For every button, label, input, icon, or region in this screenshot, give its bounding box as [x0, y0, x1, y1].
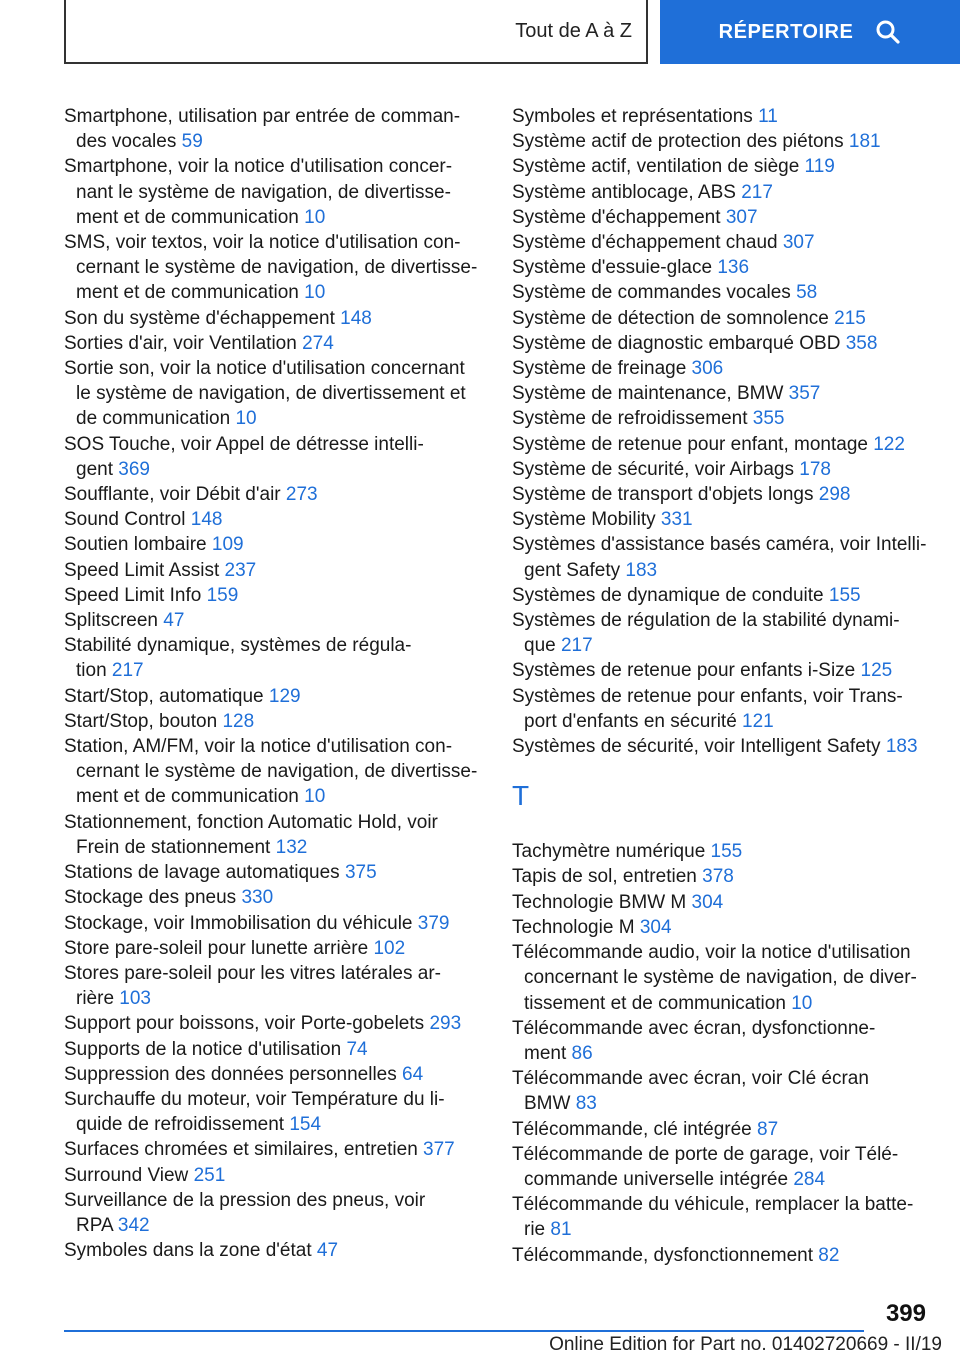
index-entry-text: Télécommande de porte de garage, voir Télé‐ [512, 1143, 899, 1165]
index-entry-text: Stores pare-soleil pour les vitres latérales ar‐ [64, 962, 441, 984]
index-entry [64, 230, 484, 306]
index-entry [64, 1238, 484, 1263]
index-entry-text: Système Mobility [512, 509, 656, 531]
index-entry-text: Support pour boissons, voir Porte-gobelets [64, 1013, 425, 1035]
index-entry-text: Start/Stop, bouton [64, 710, 218, 732]
index-page-link[interactable]: 10 [304, 282, 326, 304]
index-entry-text: Station, AM/FM, voir la notice d'utilisation con‐ [64, 736, 453, 758]
index-page-link[interactable]: 378 [702, 866, 734, 888]
index-entry-text: Systèmes d'assistance basés caméra, voir Intelli‐ [512, 534, 927, 556]
index-entry-text: Store pare-soleil pour lunette arrière [64, 937, 369, 959]
index-page-link[interactable]: 369 [118, 458, 150, 480]
index-entry-text: Télécommande, dysfonctionnement [512, 1244, 813, 1266]
index-entry-text: Sound Control [64, 509, 186, 531]
tab-repertoire[interactable] [660, 0, 960, 64]
index-page-link[interactable]: 59 [181, 131, 203, 153]
index-entry [512, 1117, 932, 1142]
index-page-link[interactable]: 330 [241, 887, 274, 909]
index-entry-text: Speed Limit Info [64, 584, 202, 606]
index-entry-text: port d'enfants en sécurité [524, 710, 737, 732]
index-entry [512, 583, 932, 608]
index-entry [512, 1142, 932, 1192]
index-page-link[interactable]: 273 [285, 484, 318, 506]
index-page-link[interactable]: 122 [873, 433, 905, 455]
index-entry [64, 1137, 484, 1162]
index-page-link[interactable]: 10 [235, 408, 257, 430]
index-entry-text: Frein de stationnement [76, 836, 271, 858]
index-entry [512, 658, 932, 683]
index-entry-text: des vocales [76, 131, 177, 153]
index-entry [512, 180, 932, 205]
index-entry-text: ment et de communication [76, 282, 299, 304]
index-entry [512, 507, 932, 532]
index-entry-text: Systèmes de retenue pour enfants i-Size [512, 660, 856, 682]
index-entry [64, 331, 484, 356]
index-entry [512, 381, 932, 406]
page-number: 399 [885, 1300, 926, 1327]
index-entry-text: Système de sécurité, voir Airbags [512, 458, 794, 480]
index-entry-text: Smartphone, voir la notice d'utilisation concer‐ [64, 156, 453, 178]
tab-repertoire-label: RÉPERTOIRE [718, 20, 854, 43]
index-page-link[interactable]: 284 [793, 1168, 826, 1190]
index-page-link[interactable]: 217 [111, 660, 144, 682]
index-entry-text: Systèmes de sécurité, voir Intelligent Safety [512, 736, 881, 758]
index-page-link[interactable]: 154 [289, 1114, 322, 1136]
index-entry-text: Suppression des données personnelles [64, 1063, 397, 1085]
index-page-link[interactable]: 274 [302, 332, 334, 354]
index-entry-text: rie [524, 1219, 546, 1241]
index-entry-text: tissement et de communication [524, 992, 786, 1014]
index-entry [512, 331, 932, 356]
index-entry-text: Systèmes de dynamique de conduite [512, 584, 824, 606]
index-page-link[interactable]: 125 [860, 660, 893, 682]
index-entry-text: Système d'échappement chaud [512, 232, 778, 254]
index-entry [512, 608, 932, 658]
index-entry-text: Système d'échappement [512, 206, 721, 228]
index-entry-text: Système de diagnostic embarqué OBD [512, 332, 841, 354]
index-entry [64, 1011, 484, 1036]
index-page-link[interactable]: 121 [742, 710, 774, 732]
index-entry [64, 507, 484, 532]
index-page-link[interactable]: 178 [799, 458, 831, 480]
index-page-link[interactable]: 81 [550, 1219, 572, 1241]
index-page-link[interactable]: 306 [691, 358, 724, 380]
footer-divider [64, 1330, 864, 1332]
footer-edition: Online Edition for Part no. 01402720669 - II/19 [543, 1334, 942, 1356]
index-entry-text: Start/Stop, automatique [64, 685, 264, 707]
index-entry-text: Systèmes de régulation de la stabilité dynami‐ [512, 610, 900, 632]
index-page-link[interactable]: 217 [741, 181, 773, 203]
index-page-link[interactable]: 304 [691, 891, 724, 913]
index-entry [64, 583, 484, 608]
index-page-link[interactable]: 148 [190, 509, 223, 531]
index-page-link[interactable]: 83 [575, 1093, 597, 1115]
index-entry-text: Sorties d'air, voir Ventilation [64, 332, 297, 354]
index-page-link[interactable]: 74 [346, 1038, 368, 1060]
index-entry [64, 482, 484, 507]
index-entry-text: Télécommande audio, voir la notice d'utilisation [512, 942, 911, 964]
index-entry-text: Stockage des pneus [64, 887, 237, 909]
index-page-link[interactable]: 215 [834, 307, 866, 329]
top-navigation [0, 0, 960, 66]
index-entry-text: cernant le système de navigation, de divertisse‐ [76, 257, 478, 279]
index-entry-text: Symboles et représentations [512, 106, 753, 127]
index-entry-text: Son du système d'échappement [64, 307, 335, 329]
index-entry [512, 129, 932, 154]
index-entry-text: Soufflante, voir Débit d'air [64, 484, 281, 506]
index-entry-text: concernant le système de navigation, de diver‐ [524, 967, 917, 989]
index-entry [64, 633, 484, 683]
index-page-link[interactable]: 11 [758, 106, 778, 127]
index-page-link[interactable]: 298 [818, 484, 851, 506]
index-entry-text: commande universelle intégrée [524, 1168, 789, 1190]
index-page-link[interactable]: 129 [268, 685, 301, 707]
index-page-link[interactable]: 10 [791, 992, 813, 1014]
index-page-link[interactable]: 155 [710, 841, 743, 863]
index-entry-text: ment et de communication [76, 206, 299, 228]
index-page-link[interactable]: 379 [417, 912, 450, 934]
index-entry [64, 684, 484, 709]
index-entry-text: Surfaces chromées et similaires, entretien [64, 1139, 418, 1161]
index-page-link[interactable]: 103 [119, 988, 151, 1010]
index-entry [64, 1163, 484, 1188]
index-entry-text: Télécommande du véhicule, remplacer la batte‐ [512, 1194, 914, 1216]
index-page-link[interactable]: 183 [625, 559, 658, 581]
index-entry-text: que [524, 635, 556, 657]
index-entry-text: Technologie BMW M [512, 891, 687, 913]
index-entry-text: Tapis de sol, entretien [512, 866, 697, 888]
index-entry-text: Speed Limit Assist [64, 559, 220, 581]
index-entry-text: Stockage, voir Immobilisation du véhicule [64, 912, 413, 934]
index-page-link[interactable]: 47 [316, 1240, 339, 1262]
index-page-link[interactable]: 355 [752, 408, 785, 430]
index-entry [64, 860, 484, 885]
index-entry-text: Système de maintenance, BMW [512, 383, 784, 405]
index-entry-text: Système de transport d'objets longs [512, 484, 814, 506]
index-entry-text: Smartphone, utilisation par entrée de comman‐ [64, 106, 461, 127]
index-page-link[interactable]: 82 [818, 1244, 840, 1266]
index-page-link[interactable]: 148 [340, 307, 372, 329]
index-section-s-continued [512, 104, 932, 759]
index-entry [512, 104, 932, 129]
index-page-link[interactable]: 304 [639, 916, 672, 938]
index-page-link[interactable]: 128 [222, 710, 255, 732]
index-page-link[interactable]: 358 [845, 332, 878, 354]
index-entry-text: tion [76, 660, 107, 682]
index-entry [64, 306, 484, 331]
index-entry [64, 558, 484, 583]
index-entry [512, 432, 932, 457]
index-column-right [512, 104, 932, 1268]
search-icon[interactable] [875, 19, 901, 45]
index-entry-text: Télécommande avec écran, dysfonctionne‐ [512, 1017, 876, 1039]
index-entry-text: Système actif, ventilation de siège [512, 156, 800, 178]
index-entry-text: Surround View [64, 1164, 189, 1186]
index-page-link[interactable]: 159 [206, 584, 239, 606]
index-entry-text: Système de freinage [512, 358, 687, 380]
index-entry [512, 864, 932, 889]
index-page-link[interactable]: 102 [373, 937, 406, 959]
tab-tout-de-a-a-z-label: Tout de A à Z [515, 19, 632, 42]
index-entry-text: BMW [524, 1093, 571, 1115]
index-entry-text: Télécommande avec écran, voir Clé écran [512, 1068, 869, 1090]
index-entry-text: Système actif de protection des piétons [512, 131, 844, 153]
index-entry-text: ment et de communication [76, 786, 299, 808]
index-entry [512, 684, 932, 734]
index-entry-text: Télécommande, clé intégrée [512, 1118, 752, 1140]
index-entry [64, 608, 484, 633]
index-page-link[interactable]: 86 [571, 1042, 593, 1064]
index-entry [512, 1243, 932, 1268]
index-entry [64, 356, 484, 432]
index-page-link[interactable]: 119 [804, 156, 835, 178]
index-entry [512, 482, 932, 507]
index-page-link[interactable]: 155 [828, 584, 861, 606]
index-entry [512, 1066, 932, 1116]
index-entry [512, 406, 932, 431]
index-entry [512, 1192, 932, 1242]
index-entry-text: nant le système de navigation, de divertisse‐ [76, 181, 451, 203]
index-letter-heading: T [512, 780, 530, 812]
index-page-link[interactable]: 132 [275, 836, 308, 858]
index-entry [512, 734, 932, 759]
index-entry-text: quide de refroidissement [76, 1114, 285, 1136]
index-page-link[interactable]: 136 [717, 257, 750, 279]
index-entry-text: rière [76, 988, 115, 1010]
index-entry [64, 104, 484, 154]
index-page-link[interactable]: 357 [788, 383, 821, 405]
index-entry-text: Système de commandes vocales [512, 282, 791, 304]
index-entry-text: Splitscreen [64, 610, 158, 632]
index-page-link[interactable]: 47 [163, 610, 185, 632]
index-entry-text: Symboles dans la zone d'état [64, 1240, 312, 1262]
index-entry-text: Surveillance de la pression des pneus, voir [64, 1189, 426, 1211]
index-entry [512, 306, 932, 331]
index-page-link[interactable]: 293 [429, 1013, 462, 1035]
index-column-left [64, 104, 484, 1263]
index-page-link[interactable]: 307 [725, 206, 758, 228]
index-entry [64, 154, 484, 230]
index-entry [64, 709, 484, 734]
index-page-link[interactable]: 181 [848, 131, 881, 153]
index-entry [64, 885, 484, 910]
index-entry [512, 205, 932, 230]
index-entry [512, 356, 932, 381]
index-entry-text: Technologie M [512, 916, 635, 938]
index-entry [64, 936, 484, 961]
index-entry [64, 432, 484, 482]
index-entry [64, 961, 484, 1011]
index-page-link[interactable]: 307 [782, 232, 815, 254]
index-page-link[interactable]: 251 [193, 1164, 226, 1186]
index-entry [64, 810, 484, 860]
index-entry [512, 230, 932, 255]
index-entry-text: le système de navigation, de divertissement et [76, 383, 466, 405]
index-entry [512, 255, 932, 280]
index-entry-text: Tachymètre numérique [512, 841, 706, 863]
index-entry-text: Systèmes de retenue pour enfants, voir Trans‐ [512, 685, 903, 707]
index-entry-text: RPA [76, 1214, 113, 1236]
index-page-link[interactable]: 331 [660, 509, 693, 531]
index-entry [64, 1188, 484, 1238]
index-page-link[interactable]: 375 [344, 862, 377, 884]
index-entry-text: Stabilité dynamique, systèmes de régula‐ [64, 635, 412, 657]
index-page-link[interactable]: 58 [796, 282, 818, 304]
index-entry [512, 839, 932, 864]
index-entry [512, 532, 932, 582]
index-page-link[interactable]: 217 [560, 635, 593, 657]
index-entry [512, 890, 932, 915]
index-entry [64, 1062, 484, 1087]
index-entry [512, 154, 932, 179]
index-entry-text: Stations de lavage automatiques [64, 862, 340, 884]
index-entry [512, 457, 932, 482]
index-entry-text: Système antiblocage, ABS [512, 181, 736, 203]
index-section-t [512, 839, 932, 1267]
index-page-link[interactable]: 10 [304, 786, 326, 808]
index-entry-text: Système de retenue pour enfant, montage [512, 433, 868, 455]
index-page-link[interactable]: 10 [304, 206, 326, 228]
index-entry-text: Système de détection de somnolence [512, 307, 829, 329]
index-entry [512, 915, 932, 940]
index-entry-text: gent [76, 458, 113, 480]
index-entry-text: SMS, voir textos, voir la notice d'utilisation con‐ [64, 232, 461, 254]
index-entry-text: Sortie son, voir la notice d'utilisation concernant [64, 358, 465, 380]
index-entry-text: SOS Touche, voir Appel de détresse intelli‐ [64, 433, 424, 455]
index-entry-text: cernant le système de navigation, de divertisse‐ [76, 761, 478, 783]
index-page-link[interactable]: 87 [757, 1118, 779, 1140]
index-entry-text: Stationnement, fonction Automatic Hold, voir [64, 811, 438, 833]
index-page-link[interactable]: 183 [885, 736, 918, 758]
index-page-link[interactable]: 64 [402, 1063, 424, 1085]
index-entry-text: Surchauffe du moteur, voir Température du li‐ [64, 1088, 445, 1110]
index-entry [64, 532, 484, 557]
index-entry-text: Supports de la notice d'utilisation [64, 1038, 342, 1060]
index-page-link[interactable]: 109 [211, 534, 244, 556]
index-entry [64, 1037, 484, 1062]
index-entry-text: ment [524, 1042, 567, 1064]
index-entry-text: Soutien lombaire [64, 534, 207, 556]
index-entry-text: gent Safety [524, 559, 621, 581]
index-page-link[interactable]: 377 [423, 1139, 455, 1161]
index-entry [512, 940, 932, 1016]
index-entry [512, 1016, 932, 1066]
index-entry [512, 280, 932, 305]
index-entry [64, 734, 484, 810]
index-entry [64, 1087, 484, 1137]
index-entry-text: de communication [76, 408, 231, 430]
tab-tout-de-a-a-z[interactable] [64, 0, 648, 64]
index-entry [64, 911, 484, 936]
index-page-link[interactable]: 342 [117, 1214, 150, 1236]
index-entry-text: Système d'essuie-glace [512, 257, 713, 279]
index-page-link[interactable]: 237 [224, 559, 257, 581]
index-entry-text: Système de refroidissement [512, 408, 748, 430]
